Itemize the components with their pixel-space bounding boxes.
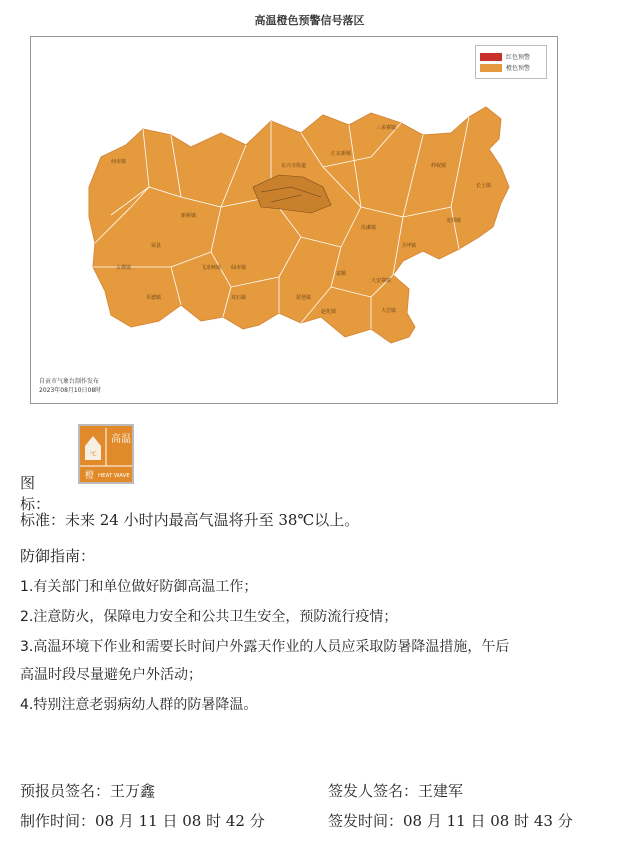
icon-label: 图标： [20,474,51,513]
place-label: 飞龙峡镇 [201,265,222,271]
place-label: 仲权镇 [431,163,447,169]
legend-swatch-orange [480,64,502,72]
place-label: 长土镇 [476,183,492,189]
place-label: 汇东新城 [331,151,352,157]
place-label: 三多寨镇 [376,125,397,131]
heat-wave-icon [80,426,132,482]
legend-label: 橙色预警 [506,65,531,72]
legend-item-orange [480,63,542,72]
place-label: 卫坪镇 [401,243,417,249]
forecaster-name: 王万鑫 [110,782,156,800]
place-label: 龙潭镇 [446,218,462,224]
place-label: 东兴寺街道 [281,163,307,169]
issuer-label: 签发人签名： [328,782,419,800]
warning-area-map [31,37,557,403]
made-time-label: 制作时间： [20,812,96,830]
place-label: 大岩镇 [381,308,397,314]
place-label: 荣县 [151,243,162,249]
place-label: 仙市镇 [231,265,247,271]
place-label: 富顺 [336,271,347,277]
issuer-name: 王建军 [418,782,464,800]
place-label: 大安寨镇 [371,278,392,284]
forecaster-label: 预报员签名： [20,782,111,800]
place-label: 沿滩镇 [361,225,377,231]
made-time-value: 08 月 11 日 08 时 42 分 [95,812,265,830]
standard-text: 标准：未来 24 小时内最高气温将升至 38℃以上。 [20,511,360,529]
forecaster-signature [20,780,155,801]
place-label: 古佛镇 [116,265,132,271]
svg-text:℃: ℃ [90,451,97,458]
guide-item: 1.有关部门和单位做好防御高温工作； [20,579,258,595]
place-label: 双石镇 [231,295,247,301]
issued-time-value: 08 月 11 日 08 时 43 分 [403,812,573,830]
heat-wave-orange-signal-icon [78,424,134,484]
map-legend [475,45,547,79]
map-date: 2023年08月10日08时 [39,387,102,394]
place-label: 乐德镇 [146,295,162,301]
issuer-signature [328,780,463,801]
warning-area-region [89,107,509,343]
legend-item-red [480,52,542,61]
made-time [20,810,265,831]
icon-text-top: 高温 [111,434,131,445]
icon-text-en: HEAT WAVE [98,473,130,479]
map-title: 高温橙色预警信号落区 [254,14,365,27]
legend-label: 红色预警 [506,54,531,61]
place-label: 琵琶镇 [296,295,312,301]
map-footer [39,377,101,395]
guide-item: 3.高温环境下作业和需要长时间户外露天作业的人员应采取防暑降温措施，午后 [20,639,510,655]
guide-item: 高温时段尽量避免户外活动； [20,667,202,683]
guide-title: 防御指南： [20,547,96,565]
place-label: 新桥镇 [181,213,197,219]
issued-time [328,810,573,831]
guide-item: 4.特别注意老弱病幼人群的防暑降温。 [20,697,258,713]
issued-time-label: 签发时间： [328,812,404,830]
place-label: 何市镇 [111,159,127,165]
icon-text-side: 橙 [85,471,95,481]
legend-swatch-red [480,53,502,61]
place-label: 赵化镇 [321,309,337,315]
guide-item: 2.注意防火，保障电力安全和公共卫生安全，预防流行疫情； [20,609,398,625]
warning-map [30,36,558,404]
map-issuer: 自贡市气象台制作发布 [39,378,100,385]
